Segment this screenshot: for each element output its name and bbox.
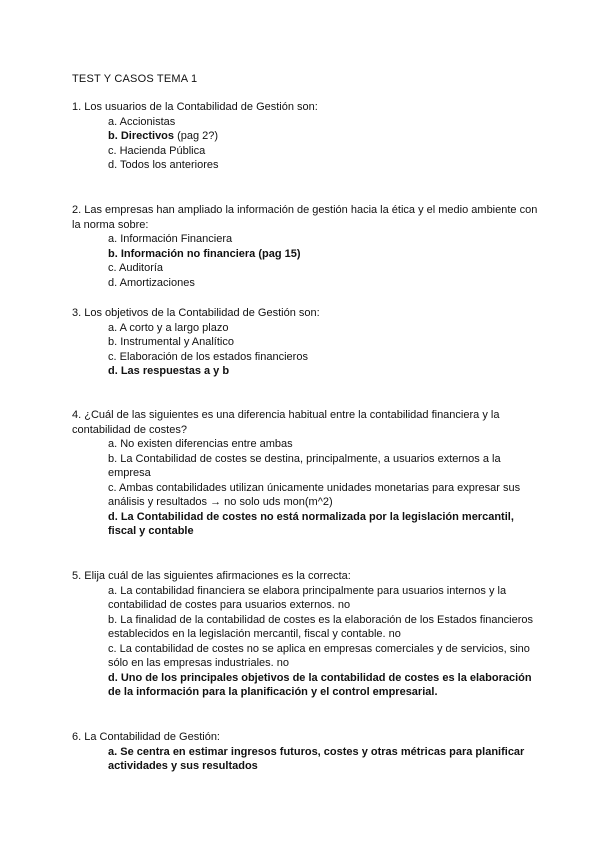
question-2	[72, 203, 542, 290]
option-b: b. Instrumental y Analítico	[108, 336, 234, 348]
question-stem: 2. Las empresas han ampliado la información de gestión hacia la ética y el medio ambiente con la norma sobre:	[72, 204, 538, 231]
question-stem: 6. La Contabilidad de Gestión:	[72, 731, 220, 743]
option-c: c. Ambas contabilidades utilizan únicamente unidades monetarias para expresar sus análisis y resultados → no solo uds mon(m^2)	[108, 481, 521, 508]
question-6	[72, 730, 542, 774]
option-d: d. Amortizaciones	[108, 276, 195, 289]
question-stem: 5. Elija cuál de las siguientes afirmaciones es la correcta:	[72, 570, 351, 582]
option-a: a. A corto y a largo plazo	[108, 321, 229, 334]
option-a: a. Accionistas	[108, 115, 176, 128]
option-a: a. La contabilidad financiera se elabora principalmente para usuarios internos y la contabilidad de costes para usuarios externos. no	[108, 584, 507, 611]
option-a: a. Se centra en estimar ingresos futuros, costes y otras métricas para planificar actividades y sus resultados	[108, 745, 525, 772]
option-c: c. Elaboración de los estados financieros	[108, 350, 308, 363]
option-d: d. Todos los anteriores	[108, 159, 219, 171]
option-d: d. La Contabilidad de costes no está normalizada por la legislación mercantil, fiscal y contable	[108, 510, 514, 537]
option-d: d. Uno de los principales objetivos de la contabilidad de costes es la elaboración de la información para la planificación y el control empresarial.	[108, 671, 532, 698]
question-stem: 3. Los objetivos de la Contabilidad de Gestión son:	[72, 307, 320, 319]
document-title: TEST Y CASOS TEMA 1	[72, 73, 198, 85]
option-d: d. Las respuestas a y b	[108, 365, 230, 377]
question-3	[72, 306, 542, 379]
option-b: b. Información no financiera (pag 15)	[108, 247, 301, 260]
option-b-note: (pag 2?)	[174, 130, 219, 142]
question-5	[72, 569, 542, 700]
question-4	[72, 408, 542, 539]
question-stem: 1. Los usuarios de la Contabilidad de Gestión son:	[72, 101, 318, 113]
option-a: a. Información Financiera	[108, 233, 233, 245]
option-c: c. Auditoría	[108, 262, 164, 274]
question-stem: 4. ¿Cuál de las siguientes es una diferencia habitual entre la contabilidad financiera y la contabilidad de costes?	[72, 409, 500, 436]
question-1	[72, 100, 542, 173]
option-c: c. Hacienda Pública	[108, 144, 206, 157]
option-c: c. La contabilidad de costes no se aplica en empresas comerciales y de servicios, sino sólo en las empresas industriales. no	[108, 642, 530, 669]
option-a: a. No existen diferencias entre ambas	[108, 438, 293, 450]
option-b: b. La finalidad de la contabilidad de costes es la elaboración de los Estados financieros establecidos en la legislación mercantil, fiscal y contable. no	[108, 613, 533, 640]
option-b	[108, 129, 542, 144]
option-b: b. La Contabilidad de costes se destina, principalmente, a usuarios externos a la empresa	[108, 452, 501, 479]
option-b-answer: b. Directivos	[108, 130, 175, 142]
